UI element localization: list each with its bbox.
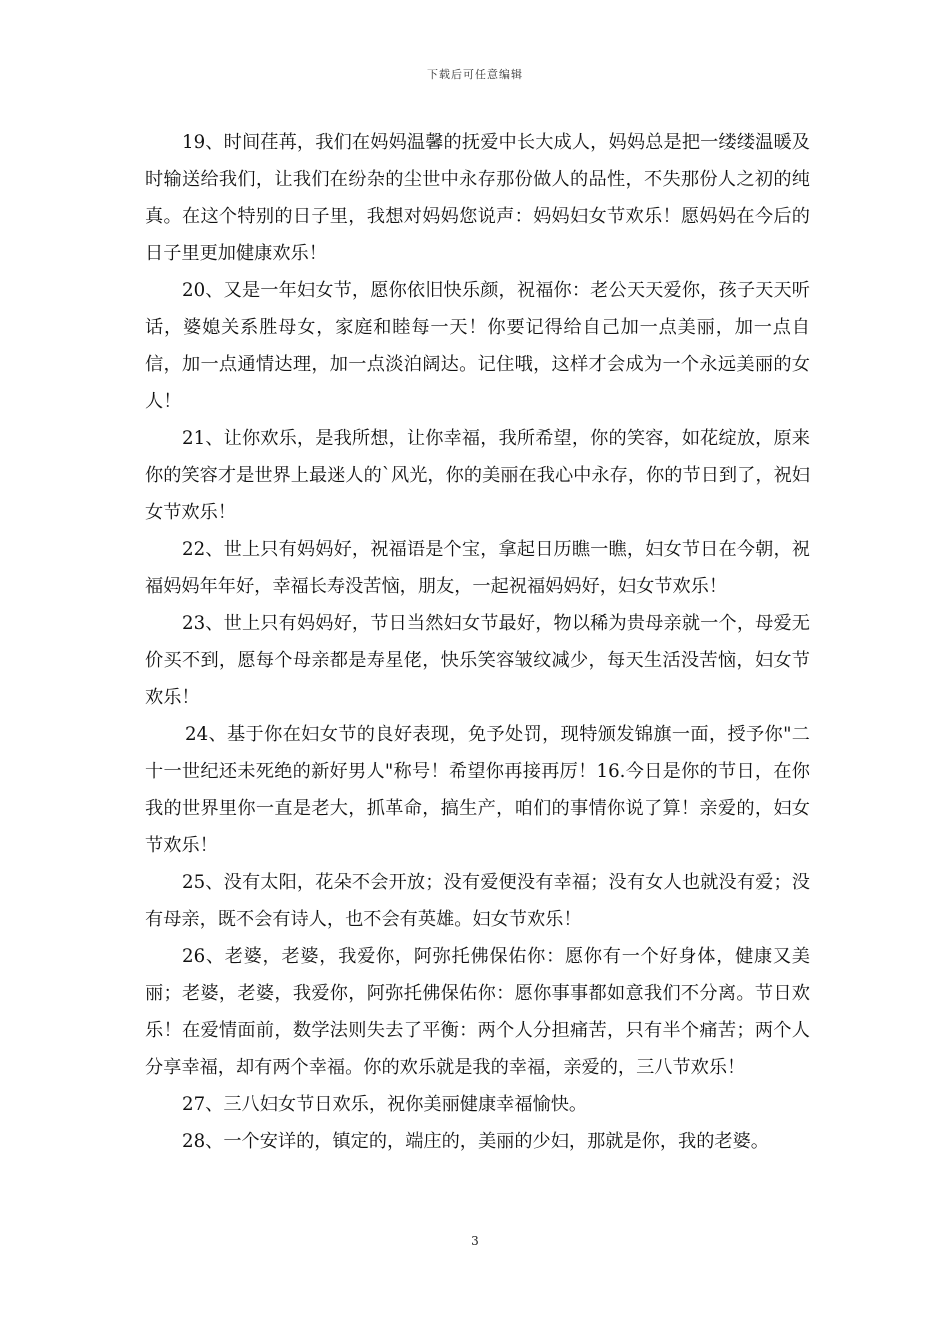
paragraph-27: 27、三八妇女节日欢乐，祝你美丽健康幸福愉快。	[182, 1094, 588, 1115]
paragraph-19: 19、时间荏苒，我们在妈妈温馨的抚爱中长大成人，妈妈总是把一缕缕温暖及时输送给我们，让我们在纷杂的尘世中永存那份做人的品性，不失那份人之初的纯真。在这个特别的日子里，我想对妈妈您说声：妈妈妇女节欢乐！愿妈妈在今后的日子里更加健康欢乐！	[145, 132, 810, 264]
paragraph-25: 25、没有太阳，花朵不会开放；没有爱便没有幸福；没有女人也就没有爱；没有母亲，既不会有诗人，也不会有英雄。妇女节欢乐！	[145, 872, 810, 930]
document-body	[145, 124, 810, 1160]
paragraph-24: 24、基于你在妇女节的良好表现，免予处罚，现特颁发锦旗一面，授予你"二十一世纪还未死绝的新好男人"称号！希望你再接再厉！16.今日是你的节日，在你我的世界里你一直是老大，抓革命，搞生产，咱们的事情你说了算！亲爱的，妇女节欢乐！	[145, 724, 810, 856]
page-header: 下载后可任意编辑	[427, 68, 523, 81]
paragraph-26: 26、老婆，老婆，我爱你，阿弥托佛保佑你：愿你有一个好身体，健康又美丽；老婆，老婆，我爱你，阿弥托佛保佑你：愿你事事都如意我们不分离。节日欢乐！在爱情面前，数学法则失去了平衡：两个人分担痛苦，只有半个痛苦；两个人分享幸福，却有两个幸福。你的欢乐就是我的幸福，亲爱的，三八节欢乐！	[145, 946, 810, 1078]
page-number: 3	[471, 1234, 479, 1248]
paragraph-20: 20、又是一年妇女节，愿你依旧快乐颜，祝福你：老公天天爱你，孩子天天听话，婆媳关系胜母女，家庭和睦每一天！你要记得给自己加一点美丽，加一点自信，加一点通情达理，加一点淡泊阔达。记住哦，这样才会成为一个永远美丽的女人！	[145, 280, 810, 412]
paragraph-23: 23、世上只有妈妈好，节日当然妇女节最好，物以稀为贵母亲就一个，母爱无价买不到，愿每个母亲都是寿星佬，快乐笑容皱纹减少，每天生活没苦恼，妇女节欢乐！	[145, 613, 810, 708]
paragraph-21: 21、让你欢乐，是我所想，让你幸福，我所希望，你的笑容，如花绽放，原来你的笑容才是世界上最迷人的`风光，你的美丽在我心中永存，你的节日到了，祝妇女节欢乐！	[145, 428, 810, 523]
paragraph-22: 22、世上只有妈妈好，祝福语是个宝，拿起日历瞧一瞧，妇女节日在今朝，祝福妈妈年年好，幸福长寿没苦恼，朋友，一起祝福妈妈好，妇女节欢乐！	[145, 539, 810, 597]
paragraph-28: 28、一个安详的，镇定的，端庄的，美丽的少妇，那就是你，我的老婆。	[182, 1131, 769, 1152]
